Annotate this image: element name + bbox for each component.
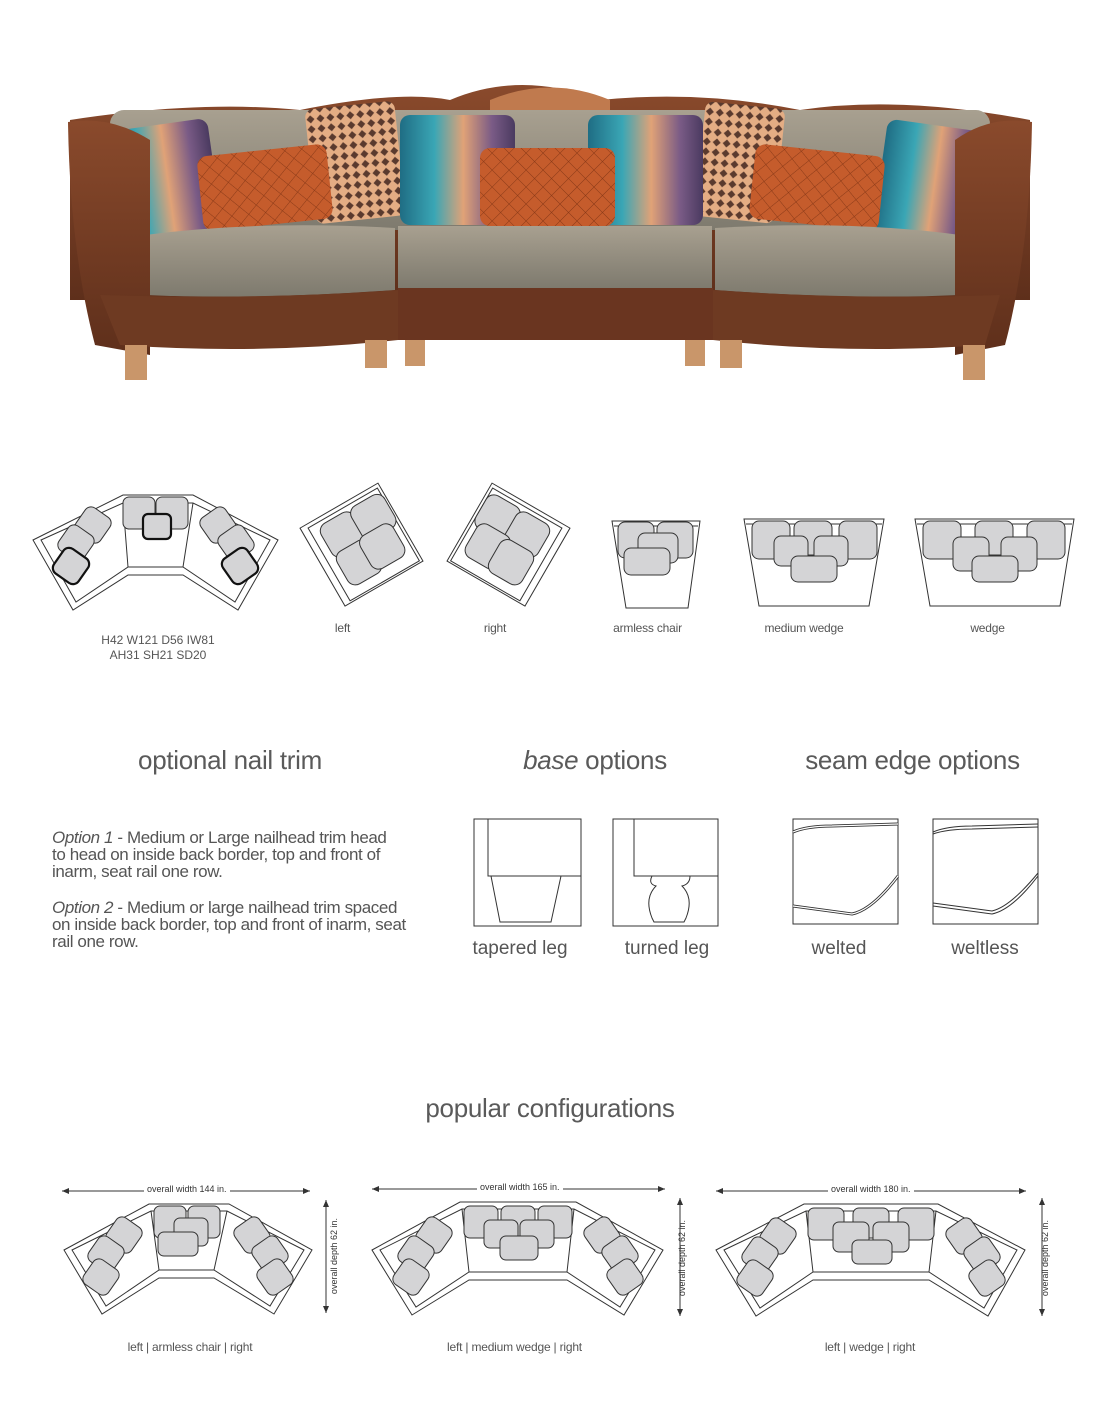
config-2-width: overall width 165 in. [477,1182,563,1192]
config-3-label: left | wedge | right [824,1340,916,1354]
config-2-label: left | medium wedge | right [447,1340,582,1354]
sectional-diagram [33,490,283,610]
welted-caption: welted [811,938,867,959]
armless-chair-diagram [610,518,705,608]
config-2-diagram [372,1200,664,1315]
config-1-diagram [64,1202,314,1314]
option-1-text [52,829,392,880]
medium-wedge-diagram [744,516,886,608]
seam-edge-heading: seam edge options [805,745,1020,775]
sofa-photo [0,0,1100,420]
welted-diagram [792,818,900,926]
config-2-depth: overall depth 62 in. [677,1220,687,1297]
armless-chair-caption: armless chair [613,621,682,635]
config-1-depth: overall depth 62 in. [329,1218,339,1295]
left-piece-diagram [300,480,420,605]
turned-leg-diagram [612,818,720,928]
weltless-diagram [932,818,1040,926]
dims-line-2: AH31 SH21 SD20 [109,648,207,662]
left-caption: left [334,621,351,635]
medium-wedge-caption: medium wedge [764,621,844,635]
tapered-leg-diagram [473,818,583,928]
wedge-diagram [915,516,1075,606]
popular-configurations-heading: popular configurations [425,1093,675,1123]
dims-line-1: H42 W121 D56 IW81 [101,633,215,647]
config-3-diagram [716,1202,1026,1317]
tapered-leg-caption: tapered leg [472,938,568,959]
option-2-description: - Medium or large nailhead trim spaced on inside back border, top and front of inarm, seat rail one row. [52,898,406,951]
right-piece-diagram [450,480,570,605]
turned-leg-caption: turned leg [624,938,710,959]
base-options-heading-italic: base [523,745,579,775]
option-1-label: Option 1 [52,828,114,847]
base-options-heading-rest: options [578,745,667,775]
option-2-text [52,899,412,950]
config-1-label: left | armless chair | right [127,1340,253,1354]
config-3-depth: overall depth 62 in. [1040,1220,1050,1297]
right-caption: right [483,621,507,635]
option-2-label: Option 2 [52,898,114,917]
config-3-width: overall width 180 in. [828,1184,914,1194]
base-options-heading [470,745,720,776]
option-1-description: - Medium or Large nailhead trim head to head on inside back border, top and front of inarm, seat rail one row. [52,828,387,881]
wedge-caption: wedge [970,621,1005,635]
config-1-width: overall width 144 in. [144,1184,230,1194]
weltless-caption: weltless [951,938,1019,959]
nail-trim-heading: optional nail trim [138,745,322,775]
